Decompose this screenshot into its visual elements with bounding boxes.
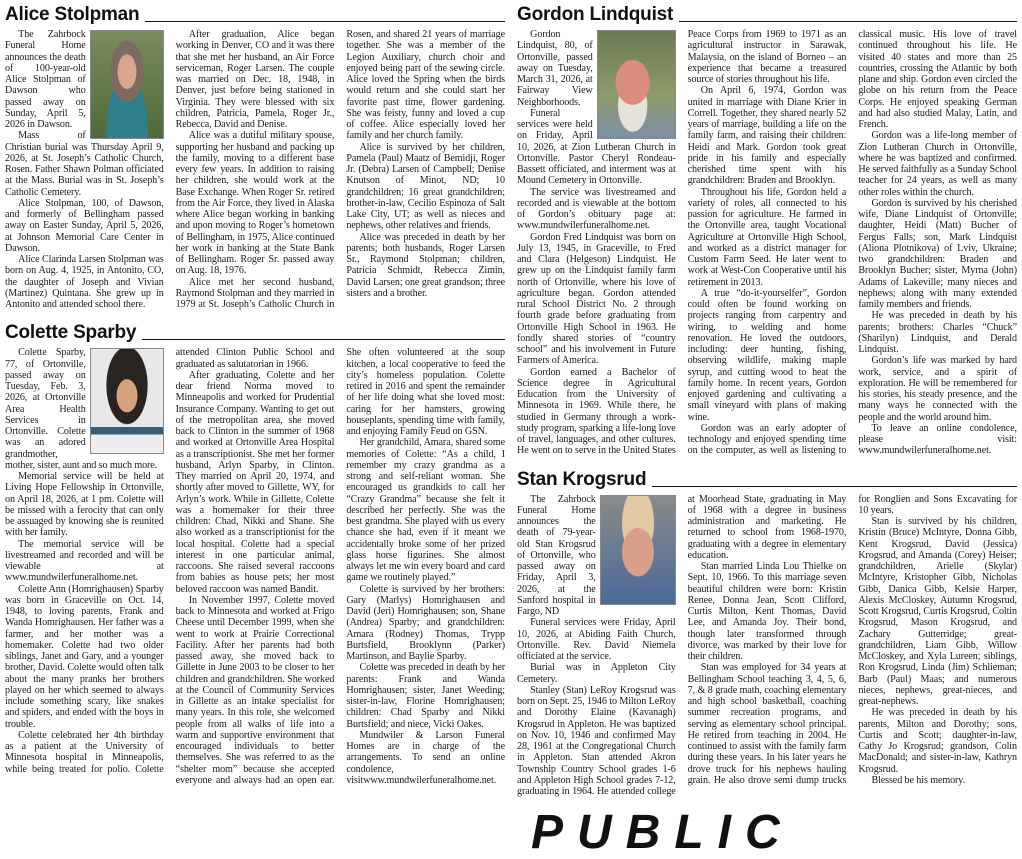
obituary-paragraph: Stan married Linda Lou Thielke on Sept. 10, 1966. To this marriage seven beautiful children were born: Kristin Renee, Donna Jean, Scott Clifford, Curtis Milton, Kent Thomas, David Lee, and Amanda Joy. Their bond, though later transformed through divorce, was marked by their love for their children.: [687, 561, 847, 662]
obituary-body: [517, 494, 1017, 798]
obituary-paragraph: Memorial service will be held at Living Hope Fellowship in Ortonville, on April 18, 2026, at 1 pm. Colette will be missed with a ferocity that can only be assuaged by knowing she is reunited with her family.: [5, 471, 164, 539]
obituary-paragraph: Alice Stolpman, 100, of Dawson, and formerly of Bellingham passed away on Easter Sunday, April 5, 2026, at Johnson Memorial Care Center in Dawson.: [5, 197, 164, 254]
obituary-paragraph: In November 1997, Colette moved back to Minnesota and worked at Frigo Cheese until December 1999, when she went to work at Prairie Correctional Facility. After her parents had both passed away, she moved back to Gillette in June 2003 to be closer to her children and grandchildren. She worked at the Council of Community Services in Gillette as an intake specialist for many years. In this role, she welcomed people from all walks of life into a warm and supportive environment that encouraged individuals to better themselves. She was referred to as the “shelter mom” because she accepted everyone and always had an open ear. She often volunteered at the soup kitchen, a local cooperative to feed the city’s homeless population. Colette retired in 2016 and spent the remainder of her life doing what she loved most: caring for her hamsters, growing houseplants, spending time with family, and enjoying Family Feud on GSN.: [175, 347, 505, 786]
obituary-paragraph: To leave an online condolence, please visit: www.mundwilerfuneralhome.net.: [858, 422, 1017, 457]
obituary-paragraph: Funeral services were Friday, April 10, 2026, at Abiding Faith Church, Ortonville. Rev. David Niemela officiated at the service.: [517, 617, 676, 662]
obituary-paragraph: Her grandchild, Amara, shared some memories of Colette: “As a child, I remember my crazy grandma as a strong and self-reliant woman. She encouraged us grandkids to call her “Crazy Grandma” because she felt it described her perfectly. She was the best grandma. She played with us every chance she had, even if it meant we accidentally broke some of her prized glass horse figurines. She almost always let me win every board and card game we routinely played.”: [346, 437, 505, 584]
portrait-photo: [600, 495, 676, 605]
obituary-alice-stolpman: [5, 2, 505, 310]
obituary-stan-krogsrud: [517, 467, 1017, 798]
obituary-paragraph: Burial was in Appleton City Cemetery.: [517, 662, 676, 685]
obituary-paragraph: Alice Clarinda Larsen Stolpman was born on Aug. 4, 1925, in Antonito, CO, the daughter of Joseph and Vivian (Martinez) Quintana. She grew up in Antonito and attended school there.: [5, 254, 164, 310]
obituary-paragraph: A true “do-it-yourselfer”, Gordon could often be found working on projects ranging from carpentry and wiring, to welding and home renovation. He loved the outdoors, including: deer hunting, fishing, observing wildlife, making maple syrup, and cutting wood to heat the family home. In recent years, Gordon enjoyed gardening and cultivating a small vineyard with plans of making wine.: [687, 287, 847, 423]
obituary-name: Alice Stolpman: [5, 4, 140, 25]
obituary-name: Colette Sparby: [5, 322, 137, 344]
obituary-paragraph: Gordon’s life was marked by hard work, service, and a spirit of exploration. He will be remembered for his stories, his steady presence, and the many ways he connected with the people and the world around him.: [858, 355, 1017, 423]
obituary-paragraph: Gordon earned a Bachelor of Science degree in Agricultural Education from the University of Minnesota in 1969. While there, he studied in Germany through a work-study program, sparking a life-long love of travel, languages, and other cultures. He went on to serve in the United States Peace Corps from 1969 to 1971 as an agricultural instructor in Sarawak, Malaysia, on the island of Borneo – an experience that became a treasured source of stories throughout his life.: [517, 29, 847, 457]
left-half: [5, 2, 505, 859]
obituary-paragraph: Alice is survived by her children, Pamela (Paul) Maatz of Bemidji, Roger Jr. (Debra) Larsen of Campbell; Denise Knutson of Minot, ND; 10 grandchildren; 16 great grandchildren; brother-in-law, Cecilio Espinoza of Salt Lake City, UT; as well as nieces and nephews, other relatives and friends.: [346, 141, 505, 232]
ad-banner-text: PUBLIC: [531, 806, 794, 859]
obituary-paragraph: The service was livestreamed and recorded and is viewable at the bottom of Gordon’s obituary page at: www.mundwilerfuneralhome.net.: [517, 186, 676, 232]
obituary-paragraph: On April 6, 1974, Gordon was united in marriage with Diane Krier in Correll. Together, they shared nearly 52 years of marriage, building a life on the family farm, and raising their children: Heidi and Mark. Gordon took great pride in his family and especially cherished time spent with his grandchildren: Braden and Brooklyn.: [687, 85, 847, 187]
header-rule: [145, 21, 505, 22]
portrait-photo: [90, 30, 164, 139]
obituary-paragraph: The memorial service will be livestreamed and recorded and will be viewable at www.mundwilerfuneralhome.net.: [5, 538, 164, 584]
obituary-gordon-lindquist: [517, 2, 1017, 457]
obituary-paragraph: Blessed be his memory.: [871, 774, 966, 786]
obituary-paragraph: Gordon Lindquist, 80, of Ortonville, passed away on Tuesday, March 31, 2026, at Fairway View Neighborhoods.: [517, 29, 593, 108]
obituary-paragraph: Colette celebrated her 4th birthday as a patient at the University of Minnesota hospital in Minneapolis, while being treated for polio. Colette attended Clinton Public School and graduated as salutatorian in 1966.: [5, 347, 335, 775]
obituary-paragraph: Alice met her second husband, Raymond Stolpman and they married in 1979 at St. Joseph’s Catholic Church in Rosen, and shared 21 years of marriage together. She was a member of the Legion Auxiliary, church choir and enjoyed being part of the sewing circle. Alice loved the Spring when the birds would return and she could start her favorite past time, flower gardening. She was feisty, funny and loved a cup of coffee. Alice especially loved her family and her church family.: [175, 29, 505, 310]
obituary-paragraph: Gordon was a life-long member of Zion Lutheran Church in Ortonville, where he was baptized and confirmed. He served faithfully as a Sunday School teacher for 24 years, as well as many other roles within the church.: [858, 130, 1017, 198]
obituary-paragraph: Colette Sparby, 77, of Ortonville, passed away on Tuesday, Feb. 3, 2026, at Ortonville Area Health Services in Ortonville. Colette was an adored grandmother, mother, sister, aunt and so much more.: [5, 347, 158, 471]
obituary-name: Gordon Lindquist: [517, 4, 674, 25]
obituary-paragraph: Throughout his life, Gordon held a variety of roles, all connected to his passion for agriculture. He farmed in the Ortonville area, taught Vocational Agriculture at Ortonville High School, and worked as a district manager for Custom Farm Seed. He later went to work at West-Con Cooperative until his retirement in 2013.: [687, 186, 847, 288]
obituary-paragraph: Colette is survived by her brothers: Gary (Marlys) Homrighausen and David (Jeri) Homrighausen; son, Shane (Andrea) Sparby; and grandchildren: Amara (Rodney) Thomas, Trypp Burtsfield, Brooklynn (Parker) Martinson, and Baylie Sparby.: [346, 583, 505, 662]
obituary-body: [517, 29, 1017, 457]
obituary-paragraph: Mass of Christian burial was Thursday April 9, 2026, at St. Joseph’s Catholic Church, Rosen. Father Shawn Polman officiated at the Mass. Burial was in St. Joseph’s Catholic Cemetery.: [5, 130, 164, 198]
obituary-paragraph: The Zahrbock Funeral Home announces the death of 100-year-old Alice Stolpman of Dawson who passed away on Sunday, April 5, 2026 in Dawson.: [5, 29, 86, 130]
obituary-header: [5, 320, 505, 344]
obituary-paragraph: Funeral services were held on Friday, April 10, 2026, at Zion Lutheran Church in Ortonville. Pastor Cheryl Rondeau-Bassett officiated, and interment was at Mound Cemetery in Ortonville.: [517, 107, 676, 187]
header-rule: [142, 339, 505, 340]
obituary-name: Stan Krogsrud: [517, 468, 647, 490]
header-rule: [679, 21, 1017, 22]
obituary-paragraph: Colette was preceded in death by her parents: Frank and Wanda Homrighausen; sister, Janet Weeding; sister-in-law, Florine Homrighausen; children: Chad Sparby and Nikki Burtsfield; and niece, Vicki Oakes.: [346, 662, 505, 730]
obituary-paragraph: The Zahrbock Funeral Home announces the death of 79-year-old Stan Krogsrud of Ortonville, who passed away on Friday, April 3, 2026, at the Sanford hospital in Fargo, ND: [517, 493, 596, 617]
obituary-paragraph: Gordon is survived by his cherished wife, Diane Lindquist of Ortonville; daughter, Heidi (Matt) Bucher of Fergus Falls; son, Mark Lindquist (Aliona Plotnikova) of Lviv, Ukraine; two grandchildren: Braden and Brooklyn Bucher; sister, Myrna (John) Adams of Lakeville; many nieces and nephews; along with many extended family members and friends.: [858, 197, 1017, 310]
obituary-paragraph: Colette Ann (Homrighausen) Sparby was born in Graceville on Oct. 14, 1948, to loving parents, Frank and Wanda Homrighausen. Her father was a farmer, and her mother was a homemaker. Colette had two older siblings, Janet and Gary, and a younger brother, David. Colette would often talk about the many pranks her brothers played on her which seemed to always include something scary, like snakes and spiders, and ended with the boys in trouble.: [5, 583, 164, 730]
obituary-paragraph: Gordon Fred Lindquist was born on July 13, 1945, in Graceville, to Fred and Clara (Helgeson) Lindquist. He grew up on the Lindquist family farm north of Ortonville, where his love of agriculture began. Gordon attended rural School District No. 2 through fourth grade before graduating from Ortonville High School in 1963. He fondly shared stories of “country school” and his involvement in Future Farmers of America.: [517, 231, 676, 367]
portrait-photo: [90, 348, 164, 454]
obituary-body: [5, 347, 505, 786]
obituary-paragraph: Gordon was an early adopter of technology and enjoyed spending time on the computer, as well as listening to classical music. His love of travel continued throughout his life. He visited 40 states and more than 25 countries, crossing the Atlantic by both plane and ship. Gordon even circled the globe on his return from the Peace Corps. He enjoyed speaking German and had also studied Malay, Latin, and French.: [687, 29, 1017, 457]
obituary-paragraph: Stan was employed for 34 years at Bellingham School teaching 3, 4, 5, 6, 7, & 8 grade math, coaching elementary and high school basketball, coaching summer recreation programs, and serving as elementary school principal. He retired from teaching in 2004. He continued to assist with the family farm during these years. In his later years he drove truck for his nephews hauling grain. He also drove semi dump trucks for Ronglien and Sons Excavating for 10 years.: [687, 493, 1017, 786]
obituary-colette-sparby: [5, 320, 505, 786]
portrait-photo: [597, 30, 676, 139]
obituary-body: [5, 29, 505, 310]
right-half: [517, 2, 1017, 859]
obituary-paragraph: Alice was a dutiful military spouse, supporting her husband and packing up the family, moving to a different base every few years. In addition to raising her children, she would work at the Base Exchange. When Roger Sr. retired from the Air Force, they lived in Alaska where Alice began working in banking and upon moving to Roger’s hometown of Bellingham, in 1975, Alice continued her work in banking at the State Bank of Bellingham. Roger Sr. passed away on Aug. 18, 1976.: [175, 130, 335, 277]
header-rule: [652, 486, 1017, 487]
obituary-paragraph: Stanley (Stan) LeRoy Krogsrud was born on Sept. 25, 1946 to Milton LeRoy and Dorothy Elaine (Kavanagh) Krogsrud in Appleton. He was baptized on Nov. 10, 1946 and confirmed May 28, 1961 at the Congregational Church in Appleton. Stan attended Akron Township Country School grades 1-6 and Appleton High School grades 7-12, graduating in 1964. He attended college at Moorhead State, graduating in May of 1968 with a degree in business administration and marketing. He returned to school from 1968-1970, graduating with a degree in elementary education.: [517, 493, 847, 797]
display-ad-banner: [517, 807, 1017, 859]
obituary-paragraph: After graduating, Colette and her dear friend Norma moved to Minneapolis and worked for Prudential Insurance Company. Wanting to get out of the metropolitan area, she moved back to Clinton in the summer of 1968 and worked at Ortonville Area Hospital as a transcriptionist. She met her former husband, Arlyn Sparby, in Clinton. They married on April 20, 1974, and shortly after moved to Gillette, WY, for Arlyn’s work. While in Gillette, Colette was a homemaker for their three children: Chad, Nikki and Shane. She also worked as a transcriptionist for the local hospital. Colette had a special interest in one particular animal, raccoons. She raised several raccoons from babies as house pets; her most beloved raccoon was named Bandit.: [175, 369, 335, 595]
obituary-paragraph: After graduation, Alice began working in Denver, CO and it was there that she met her husband, an Air Force serviceman, Roger Larsen. The couple was married on Dec. 18, 1948, in Denver, just before being stationed in Virginia. They were blessed with six children, Patricia, Pamela, Roger Jr., Rebecca, David and Denise.: [175, 29, 335, 130]
obituary-header: [5, 2, 505, 26]
obituary-paragraph: Stan is survived by his children, Kristin (Bruce) McIntyre, Donna Gibb, Kent Krogsrud, David (Jessica) Krogsrud, and Amanda (Corey) Heiser; grandchildren, Arielle (Skylar) McIntyre, Kristopher Gibb, Nicholas Gibb, Danica Gibb, Kelsie Harper, Alexis McCloskey, Autumn Krogsrud, Scott Krogsrud, Curtis Krogsrud, Coltin Krogsrud, Mason Krogsrud, and Zachary Gutterridge; great-grandchildren, Liam Gibb, Willow McCloskey, and Xyla Lureen; siblings, Ron Krogsrud, Linda (Jim) Schlieman; Barb (Paul) Maas; and numerous nieces, nephews, great-nieces, and great-nephews.: [858, 516, 1017, 707]
obituary-paragraph: He was preceded in death by his parents, Milton and Dorothy; sons, Curtis and Scott; daughter-in-law, Cathy Jo Krogsrud; grandson, Colin MacDonald; and sister-in-law, Kathryn Krogsrud.: [858, 707, 1017, 775]
obituary-paragraph: Alice was preceded in death by her parents; both husbands, Roger Larsen Sr., Raymond Stolpman; children, Patricia Schmidt, Rebecca Zimin, David Larsen; one great grandson; three sisters and a brother.: [346, 231, 505, 299]
obituary-paragraph: He was preceded in death by his parents; brothers: Charles “Chuck” (Sharilyn) Lindquist, and Derald Lindquist.: [858, 310, 1017, 355]
obituary-paragraph: Mundwiler & Larson Funeral Homes are in charge of the arrangements. To send an online condolence, visitwww.mundwilerfuneralhome.net.: [346, 729, 505, 786]
obituary-header: [517, 2, 1017, 26]
obituary-header: [517, 467, 1017, 491]
